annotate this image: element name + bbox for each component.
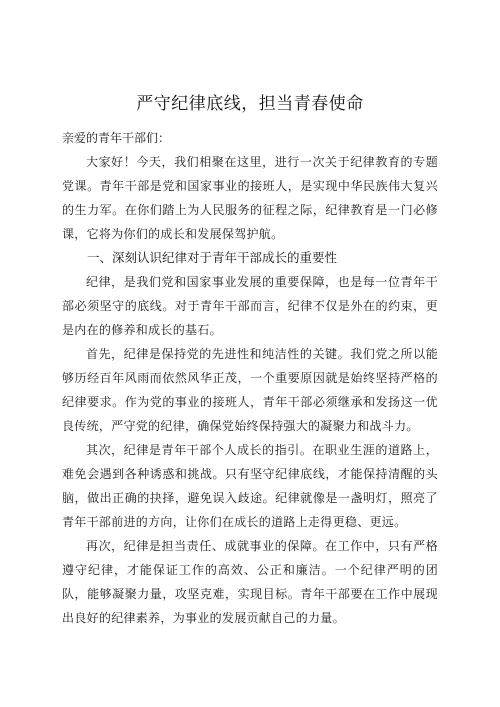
section-heading: 一、深刻认识纪律对于青年干部成长的重要性: [87, 250, 338, 265]
body-paragraph: 其次，纪律是青年干部个人成长的指引。在职业生涯的道路上，难免会遇到各种诱惑和挑战。只有坚守纪律底线，才能保持清醒的头脑，做出正确的抉择，避免误入歧途。纪律就像是一盏明灯，照亮了青年干部前进的方向，让你们在成长的道路上走得更稳、更远。: [62, 443, 438, 529]
body-paragraph: 再次，纪律是担当责任、成就事业的保障。在工作中，只有严格遵守纪律，才能保证工作的高效、公正和廉洁。一个纪律严明的团队，能够凝聚力量，攻坚克难，实现目标。青年干部要在工作中展现出良好的纪律素养，为事业的发展贡献自己的力量。: [62, 539, 438, 625]
document-title: 严守纪律底线，担当青春使命: [136, 94, 364, 114]
body-paragraph: 纪律，是我们党和国家事业发展的重要保障，也是每一位青年干部必须坚守的底线。对于青年干部而言，纪律不仅是外在的约束，更是内在的修养和成长的基石。: [62, 275, 438, 337]
intro-paragraph: 大家好！今天，我们相聚在这里，进行一次关于纪律教育的专题党课。青年干部是党和国家事业的接班人，是实现中华民族伟大复兴的生力军。在你们踏上为人民服务的征程之际，纪律教育是一门必修课，它将为你们的成长和发展保驾护航。: [62, 155, 438, 241]
salutation: 亲爱的青年干部们：: [62, 131, 171, 145]
body-paragraph: 首先，纪律是保持党的先进性和纯洁性的关键。我们党之所以能够历经百年风雨而依然风华正茂，一个重要原因就是始终坚持严格的纪律要求。作为党的事业的接班人，青年干部必须继承和发扬这一优良传统，严守党的纪律，确保党始终保持强大的凝聚力和战斗力。: [62, 347, 438, 433]
